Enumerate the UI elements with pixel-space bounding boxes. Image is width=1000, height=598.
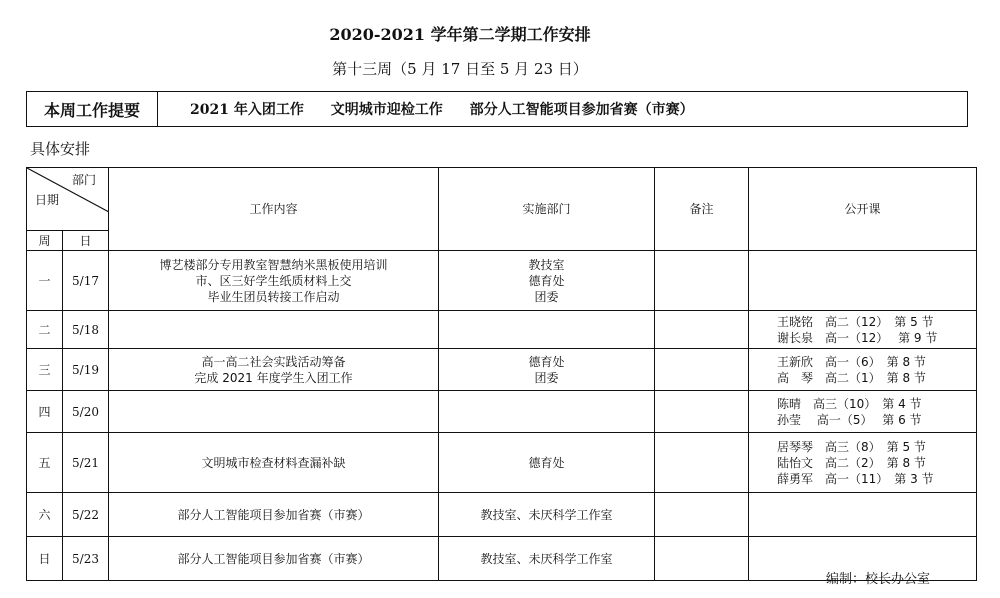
summary-item: 文明城市迎检工作 bbox=[330, 102, 443, 118]
content-cell bbox=[109, 349, 439, 391]
date-cell: 5/17 bbox=[63, 251, 109, 311]
schedule-table bbox=[26, 167, 977, 581]
open-class-line: 陆怡文 高二（2） 第 8 节 bbox=[777, 455, 926, 470]
unit-cell bbox=[439, 391, 655, 433]
summary-content bbox=[158, 99, 716, 119]
section-title: 具体安排 bbox=[30, 140, 91, 158]
date-label: 日期 bbox=[35, 193, 60, 207]
table-row bbox=[27, 349, 977, 391]
date-cell: 5/23 bbox=[63, 537, 109, 581]
note-cell bbox=[655, 391, 749, 433]
content-line: 市、区三好学生纸质材料上交 bbox=[195, 273, 352, 288]
date-cell: 5/20 bbox=[63, 391, 109, 433]
content-line: 博艺楼部分专用教室智慧纳米黑板使用培训 bbox=[159, 257, 388, 272]
page-title: 2020-2021 学年第二学期工作安排 bbox=[329, 25, 591, 44]
content-line: 完成 2021 年度学生入团工作 bbox=[194, 370, 353, 385]
unit-line: 教技室、未厌科学工作室 bbox=[480, 551, 613, 566]
header-row bbox=[27, 168, 977, 231]
content-line: 部分人工智能项目参加省赛（市赛） bbox=[177, 507, 370, 522]
note-cell bbox=[655, 433, 749, 493]
date-cell: 5/22 bbox=[63, 493, 109, 537]
summary-item: 部分人工智能项目参加省赛（市赛） bbox=[469, 102, 694, 118]
date-cell: 5/19 bbox=[63, 349, 109, 391]
unit-header: 实施部门 bbox=[439, 168, 655, 251]
unit-cell bbox=[439, 311, 655, 349]
unit-line: 德育处 bbox=[528, 354, 565, 369]
week-subtitle: 第十三周（5 月 17 日至 5 月 23 日） bbox=[332, 60, 588, 78]
content-cell bbox=[109, 311, 439, 349]
date-cell: 5/21 bbox=[63, 433, 109, 493]
note-header: 备注 bbox=[655, 168, 749, 251]
unit-cell bbox=[439, 349, 655, 391]
content-line: 部分人工智能项目参加省赛（市赛） bbox=[177, 551, 370, 566]
content-line: 文明城市检查材料查漏补缺 bbox=[201, 455, 346, 470]
open-class-header: 公开课 bbox=[749, 168, 977, 251]
table-row bbox=[27, 251, 977, 311]
open-class-line: 薛勇军 高一（11） 第 3 节 bbox=[777, 471, 934, 486]
week-cell: 三 bbox=[27, 349, 63, 391]
table-row bbox=[27, 493, 977, 537]
open-class-line: 陈晴 高三（10） 第 4 节 bbox=[777, 396, 922, 411]
content-header: 工作内容 bbox=[109, 168, 439, 251]
unit-cell bbox=[439, 433, 655, 493]
open-class-line: 居琴琴 高三（8） 第 5 节 bbox=[777, 439, 926, 454]
open-class-line: 孙莹 高一（5） 第 6 节 bbox=[777, 412, 922, 427]
unit-line: 教技室 bbox=[528, 257, 565, 272]
weekly-summary bbox=[26, 91, 968, 127]
unit-cell bbox=[439, 251, 655, 311]
note-cell bbox=[655, 311, 749, 349]
note-cell bbox=[655, 349, 749, 391]
content-cell bbox=[109, 391, 439, 433]
table-row bbox=[27, 391, 977, 433]
unit-line: 德育处 bbox=[528, 273, 565, 288]
open-class-line: 高 琴 高二（1） 第 8 节 bbox=[777, 370, 926, 385]
diagonal-header-cell bbox=[27, 168, 109, 231]
unit-line: 团委 bbox=[534, 370, 559, 385]
schedule-body bbox=[27, 251, 977, 581]
week-cell: 一 bbox=[27, 251, 63, 311]
dept-label: 部门 bbox=[71, 173, 96, 187]
summary-item: 2021 年入团工作 bbox=[190, 102, 304, 118]
table-row bbox=[27, 433, 977, 493]
day-header: 日 bbox=[63, 231, 109, 251]
open-class-line: 王新欣 高一（6） 第 8 节 bbox=[777, 354, 926, 369]
unit-line: 教技室、未厌科学工作室 bbox=[480, 507, 613, 522]
unit-line: 德育处 bbox=[528, 455, 565, 470]
week-cell: 五 bbox=[27, 433, 63, 493]
open-class-cell bbox=[749, 433, 977, 493]
open-class-cell bbox=[749, 251, 977, 311]
footer-credit: 编制：校长办公室 bbox=[826, 572, 931, 587]
content-cell bbox=[109, 493, 439, 537]
open-class-cell bbox=[749, 493, 977, 537]
content-cell bbox=[109, 251, 439, 311]
note-cell bbox=[655, 251, 749, 311]
date-cell: 5/18 bbox=[63, 311, 109, 349]
open-class-line: 谢长泉 高一（12） 第 9 节 bbox=[777, 330, 938, 345]
week-header: 周 bbox=[27, 231, 63, 251]
week-cell: 二 bbox=[27, 311, 63, 349]
note-cell bbox=[655, 493, 749, 537]
unit-cell bbox=[439, 537, 655, 581]
open-class-cell bbox=[749, 391, 977, 433]
content-line: 毕业生团员转接工作启动 bbox=[207, 289, 340, 304]
open-class-line: 王晓铭 高二（12） 第 5 节 bbox=[777, 314, 934, 329]
week-cell: 日 bbox=[27, 537, 63, 581]
unit-line: 团委 bbox=[534, 289, 559, 304]
note-cell bbox=[655, 537, 749, 581]
content-cell bbox=[109, 537, 439, 581]
week-cell: 六 bbox=[27, 493, 63, 537]
content-line: 高一高二社会实践活动筹备 bbox=[201, 354, 346, 369]
week-cell: 四 bbox=[27, 391, 63, 433]
open-class-cell bbox=[749, 311, 977, 349]
unit-cell bbox=[439, 493, 655, 537]
content-cell bbox=[109, 433, 439, 493]
summary-label: 本周工作提要 bbox=[27, 92, 158, 126]
open-class-cell bbox=[749, 349, 977, 391]
table-row bbox=[27, 311, 977, 349]
